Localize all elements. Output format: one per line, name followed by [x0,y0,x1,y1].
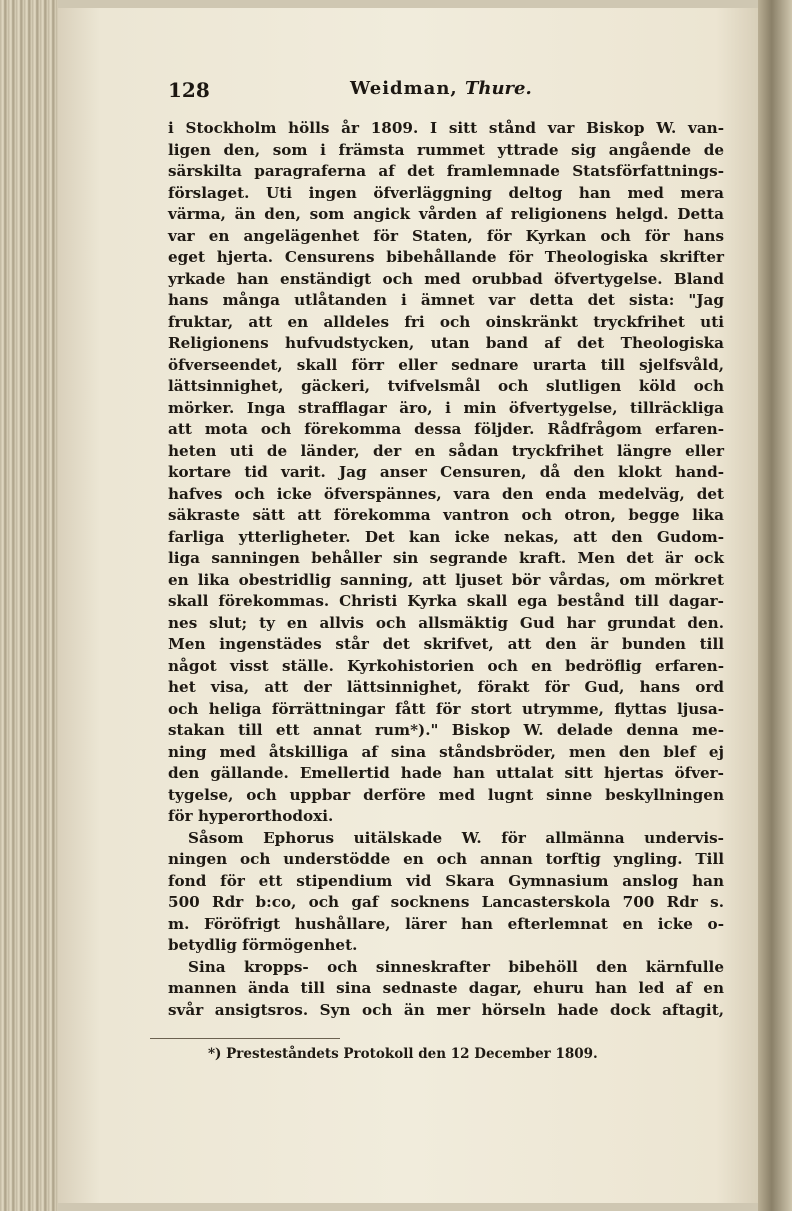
text-line: fruktar, att en alldeles fri och oinskränkt tryckfrihet uti [168,312,724,331]
text-line: öfverseendet, skall förr eller sednare urarta till sjelfsvåld, [168,355,724,374]
text-line: mannen ända till sina sednaste dagar, ehuru han led af en [168,979,724,997]
text-line: heten uti de länder, der en sådan tryckfrihet längre eller [168,441,724,460]
footnote-rule [150,1038,340,1039]
text-line: särskilta paragraferna af det framlemnade Statsförfattnings- [168,162,724,180]
text-line: hans många utlåtanden i ämnet var detta det sista: "Jag [168,291,724,309]
running-head-given: Thure. [464,78,532,99]
text-line: förslaget. Uti ingen öfverläggning deltog han med mera [168,183,724,202]
page-number: 128 [168,78,210,102]
running-head-name: Weidman, [350,78,458,99]
text-line: att mota och förekomma dessa följder. Rådfrågom erfaren- [168,420,724,438]
page-right-edge [758,0,792,1211]
body-text [168,118,724,1021]
text-line: nes slut; ty en allvis och allsmäktig Gud har grundat den. [168,613,724,632]
text-line: lättsinnighet, gäckeri, tvifvelsmål och slutligen köld och [168,377,724,395]
text-line: ningen och understödde en och annan torftig yngling. Till [168,850,724,868]
text-line: m. Föröfrigt hushållare, lärer han efterlemnat en icke o- [168,914,724,933]
text-line: het visa, att der lättsinnighet, förakt för Gud, hans ord [168,678,724,696]
text-line: fond för ett stipendium vid Skara Gymnasium anslog han [168,871,724,890]
text-line: skall förekommas. Christi Kyrka skall ega bestånd till dagar- [168,592,724,610]
footnote: *) Presteståndets Protokoll den 12 December 1809. [208,1046,598,1062]
text-line: säkraste sätt att förekomma vantron och otron, begge lika [168,506,724,524]
text-line: stakan till ett annat rum*)." Biskop W. delade denna me- [168,721,724,739]
text-line: kortare tid varit. Jag anser Censuren, då den klokt hand- [168,463,724,481]
text-line: mörker. Inga strafflagar äro, i min öfvertygelse, tillräckliga [168,398,724,417]
text-line: för hyperorthodoxi. [168,807,334,825]
page-header [168,78,738,108]
text-line: värma, än den, som angick vården af religionens helgd. Detta [168,205,724,223]
text-line: den gällande. Emellertid hade han uttalat sitt hjertas öfver- [168,764,724,782]
text-line: tygelse, och uppbar derföre med lugnt sinne beskyllningen [168,785,724,804]
text-line: betydlig förmögenhet. [168,936,358,954]
text-line: Men ingenstädes står det skrifvet, att den är bunden till [168,635,724,653]
text-line: yrkade han enständigt och med orubbad öfvertygelse. Bland [168,269,724,288]
text-line: Såsom Ephorus uitälskade W. för allmänna undervis- [188,828,724,847]
text-line: liga sanningen behåller sin segrande kraft. Men det är ock [168,549,724,567]
text-line: ning med åtskilliga af sina ståndsbröder, men den blef ej [168,742,724,761]
running-head [350,78,532,99]
text-line: ligen den, som i främsta rummet yttrade sig angående de [168,140,724,159]
text-line: Religionens hufvudstycken, utan band af det Theologiska [168,334,724,352]
book-spine-edge [0,0,58,1211]
text-line: något visst ställe. Kyrkohistorien och en bedröflig erfaren- [168,656,724,675]
text-line: 500 Rdr b:co, och gaf socknens Lancasterskola 700 Rdr s. [168,893,724,911]
text-line: var en angelägenhet för Staten, för Kyrkan och för hans [168,226,724,245]
text-line: eget hjerta. Censurens bibehållande för Theologiska skrifter [168,248,724,266]
text-line: Sina kropps- och sinneskrafter bibehöll den kärnfulle [188,957,724,976]
text-line: svår ansigtsros. Syn och än mer hörseln hade dock aftagit, [168,1000,724,1019]
text-line: en lika obestridlig sanning, att ljuset bör vårdas, om mörkret [168,570,724,589]
text-line: hafves och icke öfverspännes, vara den enda medelväg, det [168,484,724,503]
text-line: farliga ytterligheter. Det kan icke nekas, att den Gudom- [168,527,724,546]
text-line: i Stockholm hölls år 1809. I sitt stånd var Biskop W. van- [168,119,724,137]
text-line: och heliga förrättningar fått för stort utrymme, flyttas ljusa- [168,699,724,718]
